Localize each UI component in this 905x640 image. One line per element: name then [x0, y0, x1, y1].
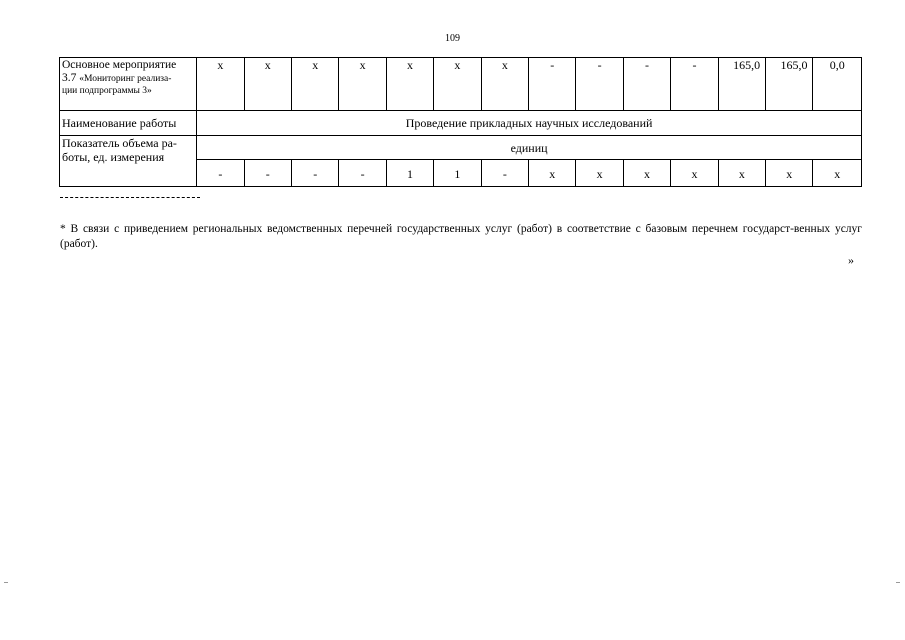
main-activity-subtitle	[62, 72, 194, 97]
table-cell: -	[197, 160, 244, 187]
volume-indicator-label: Показатель объема ра-боты, ед. измерения	[60, 136, 197, 187]
main-activity-subtitle-line2: ции подпрограммы 3»	[62, 86, 152, 96]
table-cell: 0,0	[813, 58, 862, 111]
table-row-work-name	[60, 111, 862, 136]
table-cell: 165,0	[718, 58, 765, 111]
table-cell: х	[813, 160, 862, 187]
work-name-label: Наименование работы	[60, 111, 197, 136]
table-cell: -	[671, 58, 718, 111]
table-cell: х	[529, 160, 576, 187]
program-table	[59, 57, 862, 187]
table-cell: -	[623, 58, 670, 111]
volume-indicator-unit: единиц	[197, 136, 862, 160]
table-cell: х	[718, 160, 765, 187]
main-activity-title: Основное мероприятие	[62, 59, 177, 71]
table-cell: х	[244, 58, 291, 111]
closing-quote: »	[848, 253, 854, 267]
footnote-text: * В связи с приведением региональных ведомственных перечней государственных услуг (работ) в соответствие с базовым перечнем государст-венных услуг (работ).	[60, 223, 862, 250]
scan-edge-mark	[896, 582, 900, 583]
table-cell: х	[766, 160, 813, 187]
work-name-value: Проведение прикладных научных исследований	[197, 111, 862, 136]
table-cell: -	[576, 58, 623, 111]
footnote-separator	[60, 197, 200, 200]
table-cell: х	[197, 58, 244, 111]
table-cell: х	[576, 160, 623, 187]
main-activity-subtitle-line1: «Мониторинг реализа-	[79, 74, 172, 84]
table-cell: -	[292, 160, 339, 187]
table-row-volume-indicator	[60, 136, 862, 160]
main-activity-label	[60, 58, 197, 111]
table-cell: х	[292, 58, 339, 111]
scan-edge-mark	[4, 582, 8, 583]
table-cell: х	[339, 58, 386, 111]
table-cell: -	[481, 160, 528, 187]
table-cell: -	[339, 160, 386, 187]
page-number: 109	[445, 33, 460, 44]
table-cell: 1	[434, 160, 481, 187]
table-cell: х	[623, 160, 670, 187]
table-row-main-activity	[60, 58, 862, 111]
table-cell: 165,0	[766, 58, 813, 111]
main-activity-number: 3.7	[62, 72, 80, 84]
table-cell: х	[671, 160, 718, 187]
table-cell: -	[529, 58, 576, 111]
table-cell: х	[386, 58, 433, 111]
table-cell: х	[481, 58, 528, 111]
table-cell: -	[244, 160, 291, 187]
table-cell: 1	[386, 160, 433, 187]
table-cell: х	[434, 58, 481, 111]
